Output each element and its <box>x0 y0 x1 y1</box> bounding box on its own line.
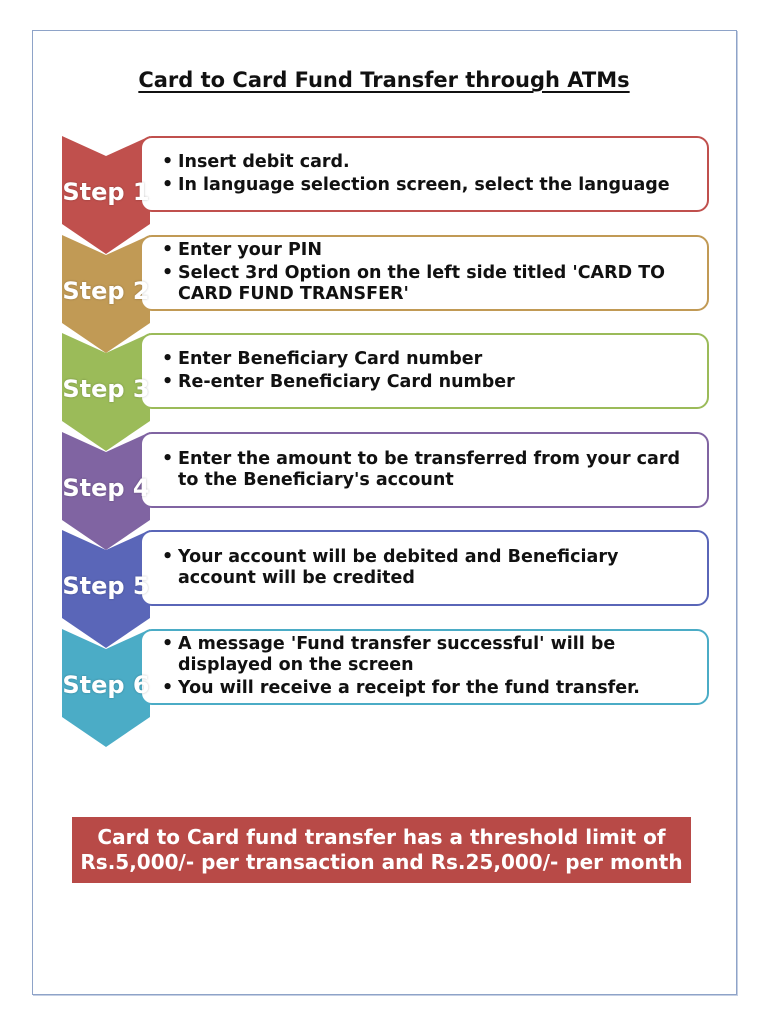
step-3-bullets <box>162 347 695 395</box>
step-5-label: Step 5 <box>62 572 150 600</box>
step-6-box <box>140 629 709 705</box>
step-bullet: • A message 'Fund transfer successful' will be displayed on the screen <box>162 634 695 676</box>
step-bullet: • Enter Beneficiary Card number <box>162 349 695 370</box>
step-bullet: • Your account will be debited and Beneficiary account will be credited <box>162 547 695 589</box>
limit-note-line-2: Rs.5,000/- per transaction and Rs.25,000/- per month <box>80 850 683 874</box>
step-2-box <box>140 235 709 311</box>
step-2-label: Step 2 <box>62 276 150 305</box>
limit-note-line-1: Card to Card fund transfer has a threshold limit of <box>97 825 666 849</box>
step-4-box <box>140 432 709 508</box>
step-6-label: Step 6 <box>62 670 150 699</box>
step-1-bullets <box>162 150 695 198</box>
step-bullet: • You will receive a receipt for the fund transfer. <box>162 678 695 699</box>
step-1-box <box>140 136 709 212</box>
step-2-bullets <box>162 238 695 307</box>
limit-note-banner <box>72 817 691 883</box>
step-bullet: • In language selection screen, select the language <box>162 175 695 196</box>
step-bullet: • Select 3rd Option on the left side titled 'CARD TO CARD FUND TRANSFER' <box>162 263 695 305</box>
step-1-label: Step 1 <box>62 178 150 206</box>
page-title: Card to Card Fund Transfer through ATMs <box>138 68 630 92</box>
step-3-box <box>140 333 709 409</box>
step-bullet: • Re-enter Beneficiary Card number <box>162 372 695 393</box>
step-4-bullets <box>162 447 695 493</box>
step-bullet: • Enter the amount to be transferred from your card to the Beneficiary's account <box>162 449 695 491</box>
step-6-bullets <box>162 632 695 701</box>
step-3-label: Step 3 <box>62 375 150 403</box>
step-5-bullets <box>162 545 695 591</box>
step-bullet: • Insert debit card. <box>162 152 695 173</box>
step-5-box <box>140 530 709 606</box>
step-bullet: • Enter your PIN <box>162 240 695 261</box>
step-4-label: Step 4 <box>62 473 150 502</box>
